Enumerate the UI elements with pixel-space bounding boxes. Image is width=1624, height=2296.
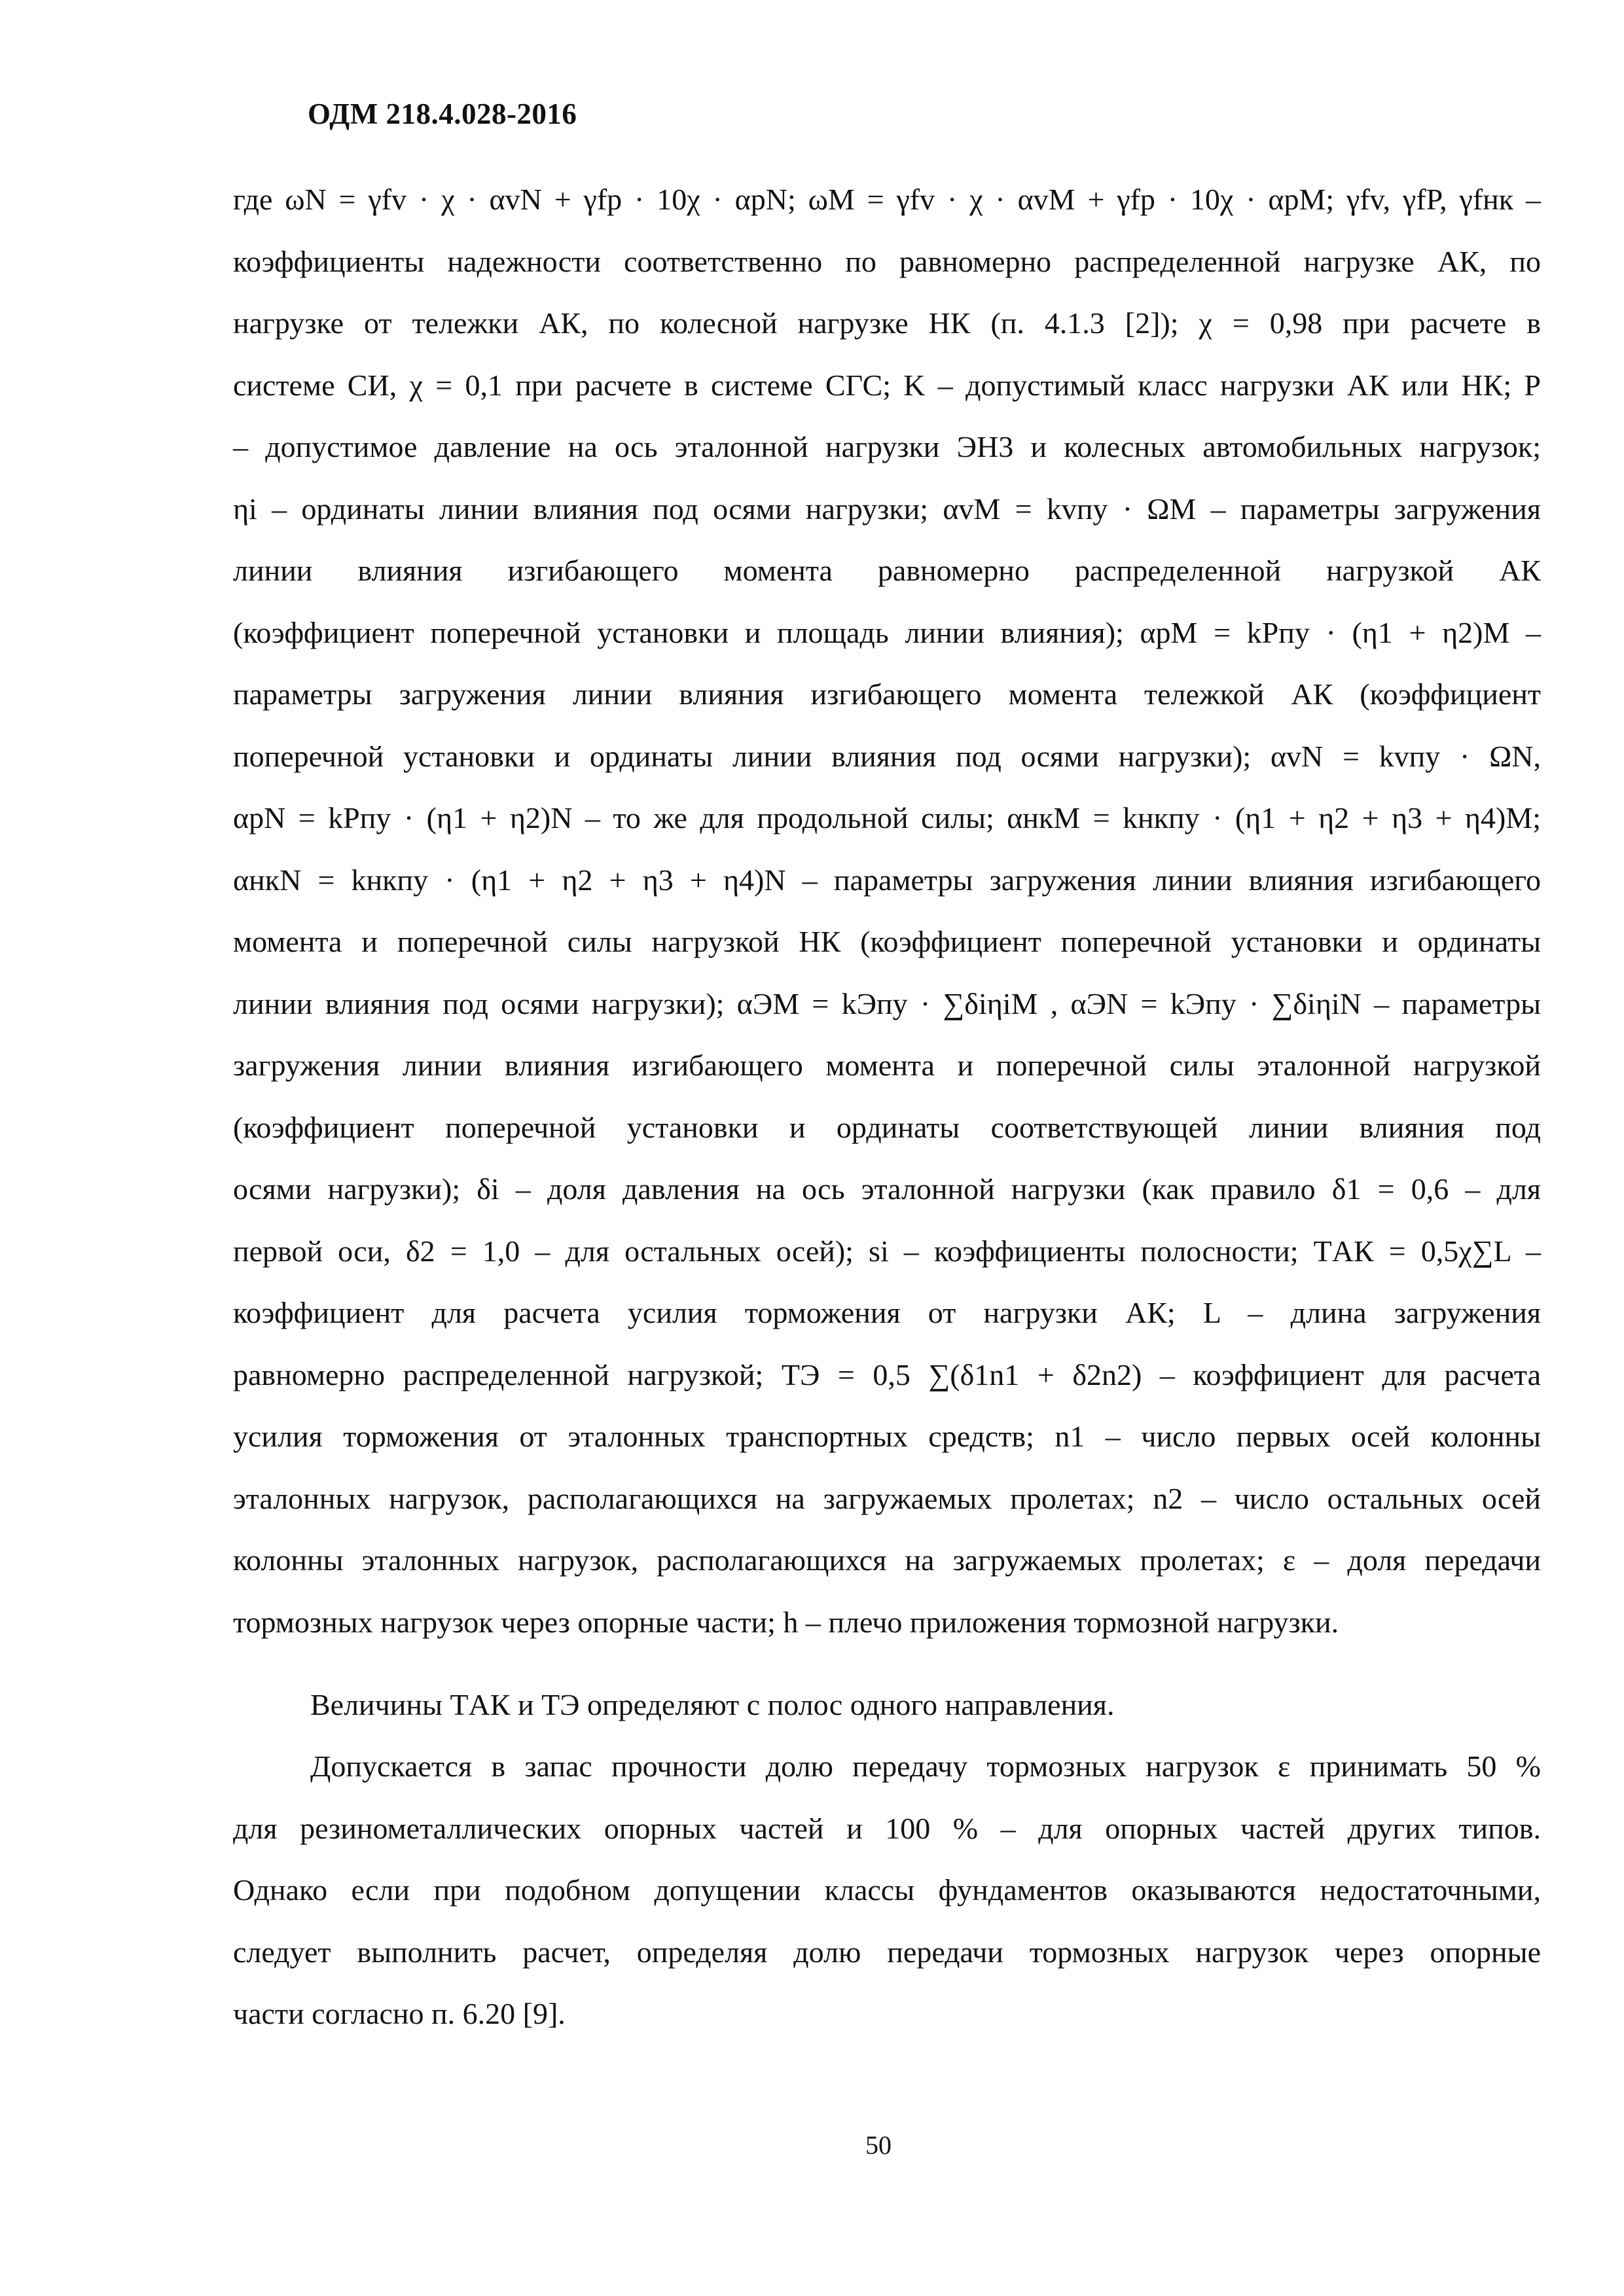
text-line: усилия торможения от эталонных транспортных средств; n1 – число первых осей колонны bbox=[233, 1420, 1541, 1453]
text-line: системе СИ, χ = 0,1 при расчете в системе СГС; K – допустимый класс нагрузки АК или НК; P bbox=[233, 368, 1541, 402]
page-number: 50 bbox=[865, 2130, 892, 2160]
text-line: коэффициент для расчета усилия торможения от нагрузки АК; L – длина загружения bbox=[233, 1296, 1541, 1329]
text-line: (коэффициент поперечной установки и площадь линии влияния); αpM = kPпу · (η1 + η2)M – bbox=[233, 615, 1541, 649]
text-line: коэффициенты надежности соответственно по равномерно распределенной нагрузке АК, по bbox=[233, 244, 1541, 278]
text-line: нагрузке от тележки АК, по колесной нагрузке НК (п. 4.1.3 [2]); χ = 0,98 при расчете в bbox=[233, 306, 1541, 340]
text-line: эталонных нагрузок, располагающихся на загружаемых пролетах; n2 – число остальных осей bbox=[233, 1481, 1541, 1515]
text-line: Допускается в запас прочности долю передачу тормозных нагрузок ε принимать 50 % bbox=[310, 1749, 1541, 1783]
text-line: αpN = kPпу · (η1 + η2)N – то же для продольной силы; αнкM = kнкпу · (η1 + η2 + η3 + η4)M; bbox=[233, 801, 1541, 834]
text-line: где ωN = γfv · χ · αvN + γfp · 10χ · αpN; ωM = γfv · χ · αvM + γfp · 10χ · αpM; γfv, γfP, γfнк – bbox=[233, 183, 1541, 216]
text-line: равномерно распределенной нагрузкой; TЭ = 0,5 ∑(δ1n1 + δ2n2) – коэффициент для расчета bbox=[233, 1357, 1541, 1391]
text-line: колонны эталонных нагрузок, располагающихся на загружаемых пролетах; ε – доля передачи bbox=[233, 1543, 1541, 1577]
text-line: Однако если при подобном допущении классы фундаментов оказываются недостаточными, bbox=[233, 1873, 1541, 1907]
allowance-paragraph bbox=[233, 1736, 1541, 2045]
text-line: Величины TАК и TЭ определяют с полос одного направления. bbox=[310, 1688, 1115, 1721]
text-line: αнкN = kнкпу · (η1 + η2 + η3 + η4)N – параметры загружения линии влияния изгибающего bbox=[233, 863, 1541, 897]
text-line: – допустимое давление на ось эталонной нагрузки ЭН3 и колесных автомобильных нагрузок; bbox=[233, 430, 1541, 463]
definitions-paragraph bbox=[233, 169, 1541, 1653]
text-line: для резинометаллических опорных частей и 100 % – для опорных частей других типов. bbox=[233, 1811, 1541, 1845]
text-line: осями нагрузки); δi – доля давления на ось эталонной нагрузки (как правило δ1 = 0,6 – для bbox=[233, 1172, 1541, 1206]
directions-paragraph bbox=[233, 1674, 1541, 1736]
text-line: тормозных нагрузок через опорные части; h – плечо приложения тормозной нагрузки. bbox=[233, 1605, 1339, 1639]
text-line: момента и поперечной силы нагрузкой НК (коэффициент поперечной установки и ординаты bbox=[233, 925, 1541, 958]
text-line: линии влияния под осями нагрузки); αЭM = kЭпу · ∑δiηiM , αЭN = kЭпу · ∑δiηiN – параметры bbox=[233, 986, 1541, 1020]
text-line: первой оси, δ2 = 1,0 – для остальных осей); si – коэффициенты полосности; TАК = 0,5χ∑L – bbox=[233, 1234, 1541, 1268]
text-line: следует выполнить расчет, определяя долю передачи тормозных нагрузок через опорные bbox=[233, 1935, 1541, 1969]
text-line: загружения линии влияния изгибающего момента и поперечной силы эталонной нагрузкой bbox=[233, 1049, 1541, 1082]
text-line: параметры загружения линии влияния изгибающего момента тележкой АК (коэффициент bbox=[233, 677, 1541, 711]
text-line: (коэффициент поперечной установки и ординаты соответствующей линии влияния под bbox=[233, 1110, 1541, 1144]
text-line: ηi – ординаты линии влияния под осями нагрузки; αvM = kvпу · ΩM – параметры загружения bbox=[233, 492, 1541, 526]
text-line: части согласно п. 6.20 [9]. bbox=[233, 1997, 566, 2030]
document-code-header: ОДМ 218.4.028-2016 bbox=[308, 98, 577, 130]
text-line: поперечной установки и ординаты линии влияния под осями нагрузки); αvN = kvпу · ΩN, bbox=[233, 739, 1541, 773]
text-line: линии влияния изгибающего момента равномерно распределенной нагрузкой АК bbox=[233, 554, 1541, 587]
